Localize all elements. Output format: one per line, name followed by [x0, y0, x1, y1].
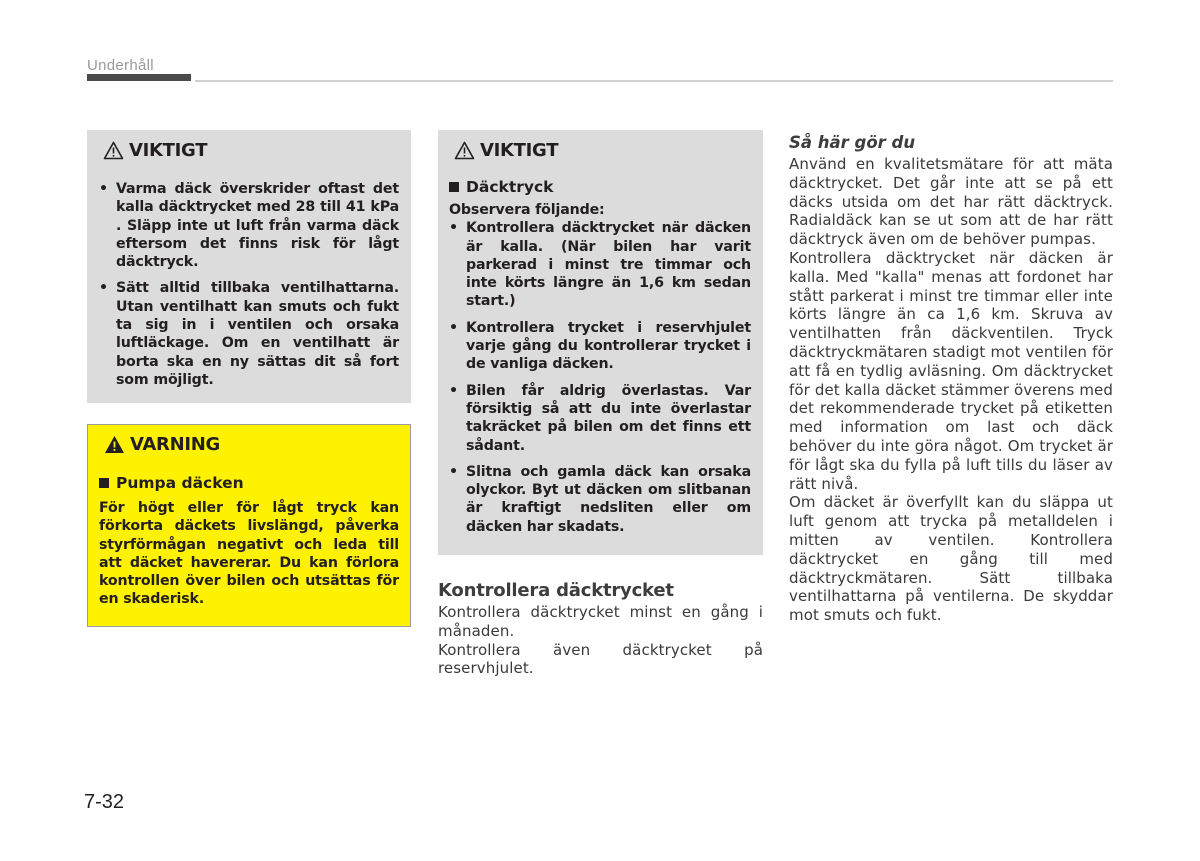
paragraph: Använd en kvalitetsmätare för att mäta däcktrycket. Det går inte att se på ett däcks utsida om det har rätt däcktryck. Radialdäck kan se ut som att de har rätt däcktryck även om de behöver pumpas. [789, 155, 1113, 249]
square-bullet-icon [449, 182, 459, 192]
list-item: • Slitna och gamla däck kan orsaka olyckor. Byt ut däcken om slitbanan är kraftigt nedsliten eller om däcken har skadats. [449, 463, 751, 536]
paragraph: Kontrollera även däcktrycket på reservhjulet. [438, 640, 763, 678]
warning-icon [104, 435, 125, 454]
kontrollera-body [438, 603, 763, 678]
caution-icon [454, 141, 475, 160]
header-divider [195, 80, 1113, 82]
viktigt-title: VIKTIGT [103, 140, 399, 161]
list-item: • Bilen får aldrig överlastas. Var försiktig så att du inte överlastar takräcket på bilen om det finns ett sådant. [449, 382, 751, 455]
dacktryck-subhead: Däcktryck [449, 178, 751, 196]
section-header: Underhåll [87, 57, 154, 74]
header-bar [87, 74, 191, 81]
viktigt-box-2 [438, 130, 763, 555]
kontrollera-heading: Kontrollera däcktrycket [438, 580, 674, 601]
page-number: 7-32 [84, 791, 125, 813]
caution-icon [103, 141, 124, 160]
paragraph: Om däcket är överfyllt kan du släppa ut luft genom att trycka på metalldelen i mitten av ventilen. Kontrollera däcktrycket en gång till med däcktryckmätaren. Sätt tillbaka ventilhattarna på ventilerna. De skyddar mot smuts och fukt. [789, 493, 1113, 625]
sa-har-heading: Så här gör du [789, 133, 916, 152]
viktigt-list-2 [449, 219, 751, 536]
paragraph: Kontrollera däcktrycket när däcken är kalla. Med "kalla" menas att fordonet har stått parkerat i minst tre timmar eller inte körts längre än ca 1,6 km. Skruva av ventilhatten från däckventilen. Tryck däcktryckmätaren stadigt mot ventilen för att få en tydlig avläsning. Om däcktrycket för det kalla däcket stämmer överens med det rekommenderade trycket på etiketten med information om last och däck behöver du inte göra något. Om trycket är för lågt ska du fylla på luft tills du läser av rätt nivå. [789, 248, 1113, 493]
list-item: • Sätt alltid tillbaka ventilhattarna. Utan ventilhatt kan smuts och fukt ta sig in i ventilen och orsaka luftläckage. Om en ventilhatt är borta ska en ny sättas dit så fort som möjligt. [99, 279, 399, 389]
viktigt-title: VIKTIGT [454, 140, 751, 161]
varning-title: VARNING [104, 434, 399, 455]
pumpa-subhead: Pumpa däcken [99, 474, 399, 492]
list-item: • Varma däck överskrider oftast det kalla däcktrycket med 28 till 41 kPa . Släpp inte ut luft från varma däck eftersom det finns risk för lågt däcktryck. [99, 180, 399, 271]
viktigt-box-1 [87, 130, 411, 403]
viktigt-list-1 [99, 180, 399, 389]
paragraph: Kontrollera däcktrycket minst en gång i månaden. [438, 603, 763, 640]
observera-intro: Observera följande: [449, 202, 605, 218]
list-item: • Kontrollera trycket i reservhjulet varje gång du kontrollerar trycket i de vanliga däcken. [449, 319, 751, 374]
sa-har-body [789, 155, 1113, 625]
list-item: • Kontrollera däcktrycket när däcken är kalla. (När bilen har varit parkerad i minst tre timmar och inte körts längre än 1,6 km sedan start.) [449, 219, 751, 310]
varning-box [87, 424, 411, 627]
square-bullet-icon [99, 478, 109, 488]
varning-text: För högt eller för lågt tryck kan förkorta däckets livslängd, påverka styrförmågan negativt och leda till att däcket havererar. Du kan förlora kontrollen över bilen och utsättas för en skaderisk. [99, 500, 399, 608]
